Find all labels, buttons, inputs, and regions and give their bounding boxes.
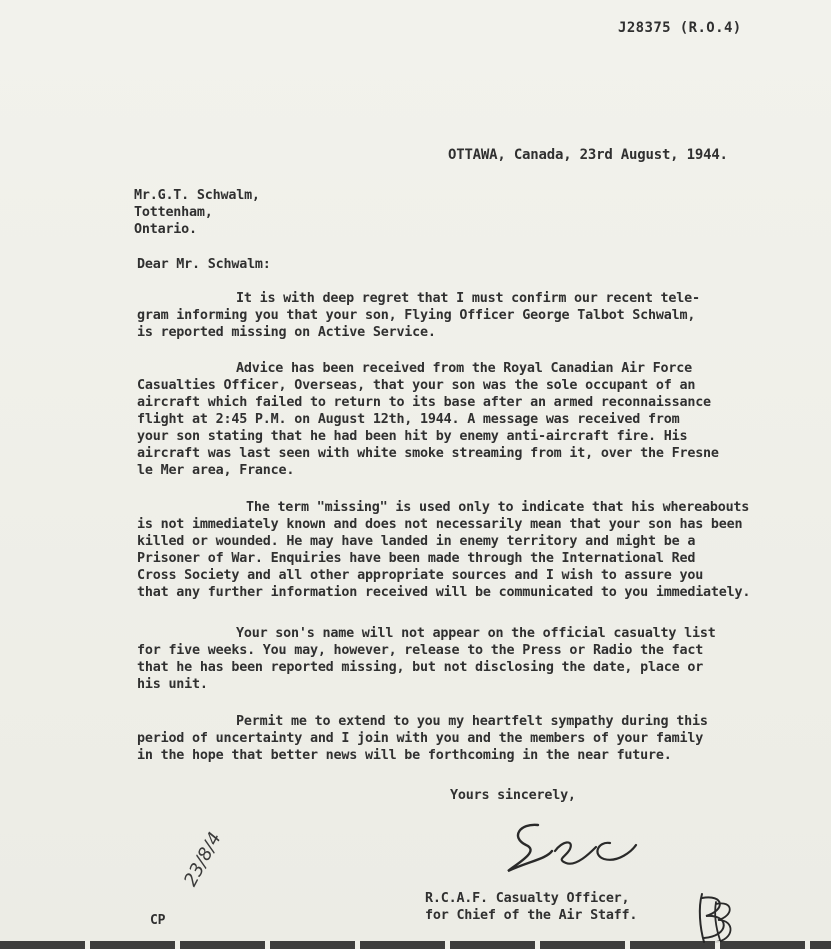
para5-line3: in the hope that better news will be forthcoming in the near future.	[137, 748, 672, 763]
para3-line4: Prisoner of War. Enquiries have been made through the International Red	[137, 551, 696, 566]
recipient-province: Ontario.	[134, 222, 197, 237]
para2-line1: Advice has been received from the Royal Canadian Air Force	[236, 361, 692, 376]
para2-line2: Casualties Officer, Overseas, that your son was the sole occupant of an	[137, 378, 696, 393]
para3-line6: that any further information received will be communicated to you immediately.	[137, 585, 751, 600]
para4-line4: his unit.	[137, 677, 208, 692]
signature-scrawl	[500, 815, 650, 885]
closing: Yours sincerely,	[450, 788, 576, 803]
para1-line3: is reported missing on Active Service.	[137, 325, 436, 340]
para3-line3: killed or wounded. He may have landed in enemy territory and might be a	[137, 534, 696, 549]
para4-line1: Your son's name will not appear on the official casualty list	[236, 626, 716, 641]
date-line: OTTAWA, Canada, 23rd August, 1944.	[448, 147, 728, 163]
para2-line3: aircraft which failed to return to its base after an armed reconnaissance	[137, 395, 711, 410]
initials-scrawl	[690, 888, 740, 948]
signature-title-line1: R.C.A.F. Casualty Officer,	[425, 891, 630, 906]
para2-line7: le Mer area, France.	[137, 463, 295, 478]
cp-mark: CP	[150, 913, 166, 928]
recipient-name: Mr.G.T. Schwalm,	[134, 188, 260, 203]
para5-line1: Permit me to extend to you my heartfelt sympathy during this	[236, 714, 708, 729]
para2-line6: aircraft was last seen with white smoke streaming from it, over the Fresne	[137, 446, 719, 461]
para5-line2: period of uncertainty and I join with you and the members of your family	[137, 731, 704, 746]
para4-line2: for five weeks. You may, however, release to the Press or Radio the fact	[137, 643, 704, 658]
scan-bottom-edge	[0, 941, 831, 949]
reference-number: J28375 (R.O.4)	[618, 20, 742, 36]
para3-line2: is not immediately known and does not necessarily mean that your son has been	[137, 517, 743, 532]
para3-line5: Cross Society and all other appropriate sources and I wish to assure you	[137, 568, 704, 583]
para4-line3: that he has been reported missing, but not disclosing the date, place or	[137, 660, 704, 675]
para3-line1: The term "missing" is used only to indicate that his whereabouts	[246, 500, 750, 515]
signature-title-line2: for Chief of the Air Staff.	[425, 908, 638, 923]
salutation: Dear Mr. Schwalm:	[137, 257, 271, 272]
recipient-town: Tottenham,	[134, 205, 213, 220]
para1-line1: It is with deep regret that I must confirm our recent tele-	[236, 291, 700, 306]
handwritten-date-note: 23/8/4	[180, 828, 226, 890]
para1-line2: gram informing you that your son, Flying Officer George Talbot Schwalm,	[137, 308, 696, 323]
para2-line5: your son stating that he had been hit by enemy anti-aircraft fire. His	[137, 429, 688, 444]
para2-line4: flight at 2:45 P.M. on August 12th, 1944. A message was received from	[137, 412, 680, 427]
